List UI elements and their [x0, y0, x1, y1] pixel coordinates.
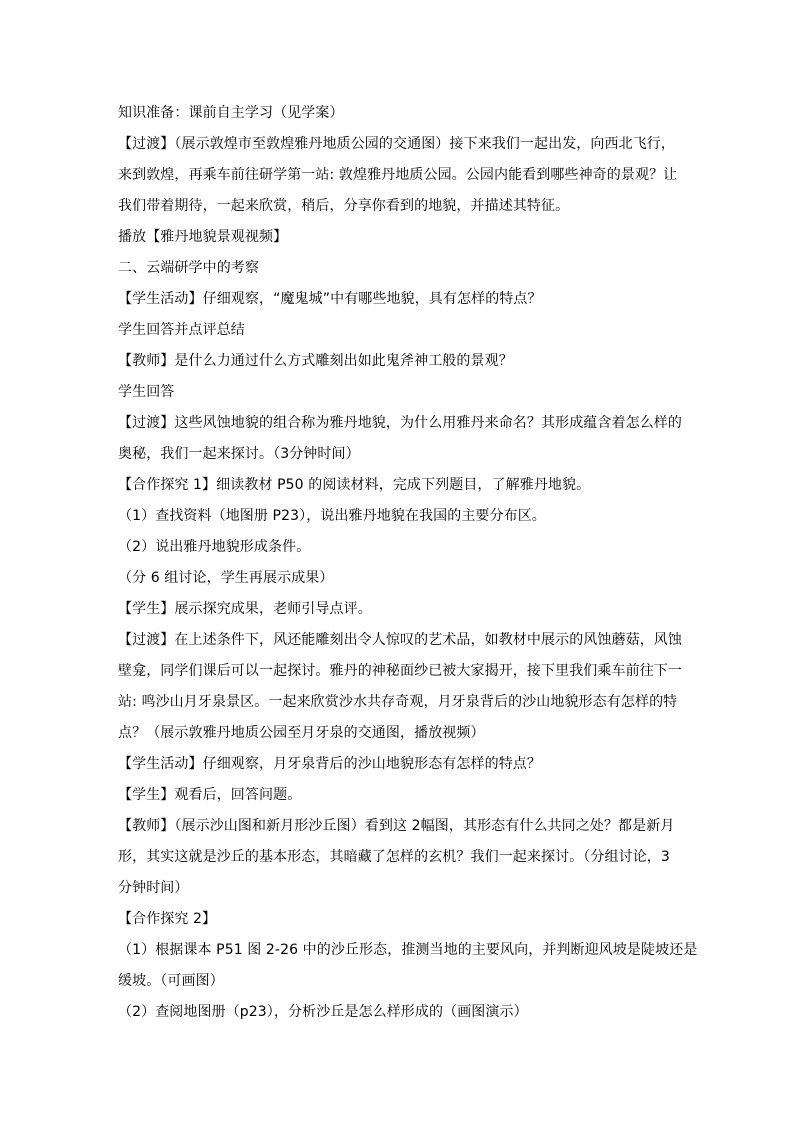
text-line-inquiry-2-q1: （1）根据课本 P51 图 2-26 中的沙丘形态，推测当地的主要风向，并判断迎风坡是陡坡还是: [118, 942, 698, 958]
text-line-transition-3c: 站: 鸣沙山月牙泉景区。一起来欣赏沙水共存奇观，月牙泉背后的沙山地貌形态有怎样的特: [118, 694, 678, 710]
section-heading: 二、云端研学中的考察: [118, 260, 259, 276]
text-line-student-answer-1: 学生回答并点评总结: [118, 322, 245, 338]
text-line-teacher-2: 【教师】（展示沙山图和新月形沙丘图）看到这 2幅图，其形态有什么共同之处？都是新月: [118, 818, 675, 834]
text-line-inquiry-1-q1: （1）查找资料（地图册 P23），说出雅丹地貌在我国的主要分布区。: [118, 508, 546, 524]
text-line-teacher-2b: 形，其实这就是沙丘的基本形态，其暗藏了怎样的玄机？我们一起来探讨。（分组讨论，3: [118, 849, 670, 865]
text-line-knowledge-prep: 知识准备：课前自主学习（见学案）: [118, 105, 344, 121]
text-line-group-discussion: （分 6 组讨论，学生再展示成果）: [118, 570, 334, 586]
text-line-teacher-2c: 分钟时间）: [118, 880, 189, 896]
text-line-student-activity-1: 【学生活动】仔细观察，“魔鬼城”中有哪些地貌，具有怎样的特点？: [118, 291, 542, 307]
text-line-student-answer-2: 学生回答: [118, 384, 175, 400]
text-line-inquiry-1: 【合作探究 1】细读教材 P50 的阅读材料，完成下列题目，了解雅丹地貌。: [118, 477, 591, 493]
text-line-student-2: 【学生】观看后，回答问题。: [118, 787, 302, 803]
text-line-play-video: 播放【雅丹地貌景观视频】: [118, 229, 288, 245]
text-line-inquiry-2-q2: （2）查阅地图册（p23），分析沙丘是怎么样形成的（画图演示）: [118, 1004, 528, 1020]
text-line-student-1: 【学生】展示探究成果，老师引导点评。: [118, 601, 372, 617]
text-line-inquiry-2: 【合作探究 2】: [118, 911, 217, 927]
text-line-inquiry-2-q1b: 缓坡。（可画图）: [118, 973, 224, 989]
text-line-transition-3: 【过渡】在上述条件下，风还能雕刻出令人惊叹的艺术品，如教材中展示的风蚀蘑菇，风蚀: [118, 632, 682, 648]
text-line-transition-1c: 我们带着期待，一起来欣赏，稍后，分享你看到的地貌，并描述其特征。: [118, 198, 570, 214]
text-line-teacher-1: 【教师】是什么力通过什么方式雕刻出如此鬼斧神工般的景观？: [118, 353, 513, 369]
text-line-transition-2b: 奥秘，我们一起来探讨。（3分钟时间）: [118, 446, 360, 462]
document-body: [118, 98, 698, 1028]
text-line-transition-1: 【过渡】（展示敦煌市至敦煌雅丹地质公园的交通图）接下来我们一起出发，向西北飞行，: [118, 136, 675, 152]
text-line-transition-1b: 来到敦煌，再乘车前往研学第一站: 敦煌雅丹地质公园。公园内能看到哪些神奇的景观？让: [118, 167, 678, 183]
text-line-student-activity-2: 【学生活动】仔细观察，月牙泉背后的沙山地貌形态有怎样的特点？: [118, 756, 541, 772]
text-line-inquiry-1-q2: （2）说出雅丹地貌形成条件。: [118, 539, 311, 555]
text-line-transition-2: 【过渡】这些风蚀地貌的组合称为雅丹地貌，为什么用雅丹来命名？其形成蕴含着怎么样的: [118, 415, 682, 431]
text-line-transition-3b: 壁龛，同学们课后可以一起探讨。雅丹的神秘面纱已被大家揭开，接下里我们乘车前往下一: [118, 663, 682, 679]
text-line-transition-3d: 点？（展示敦雅丹地质公园至月牙泉的交通图，播放视频）: [118, 725, 485, 741]
